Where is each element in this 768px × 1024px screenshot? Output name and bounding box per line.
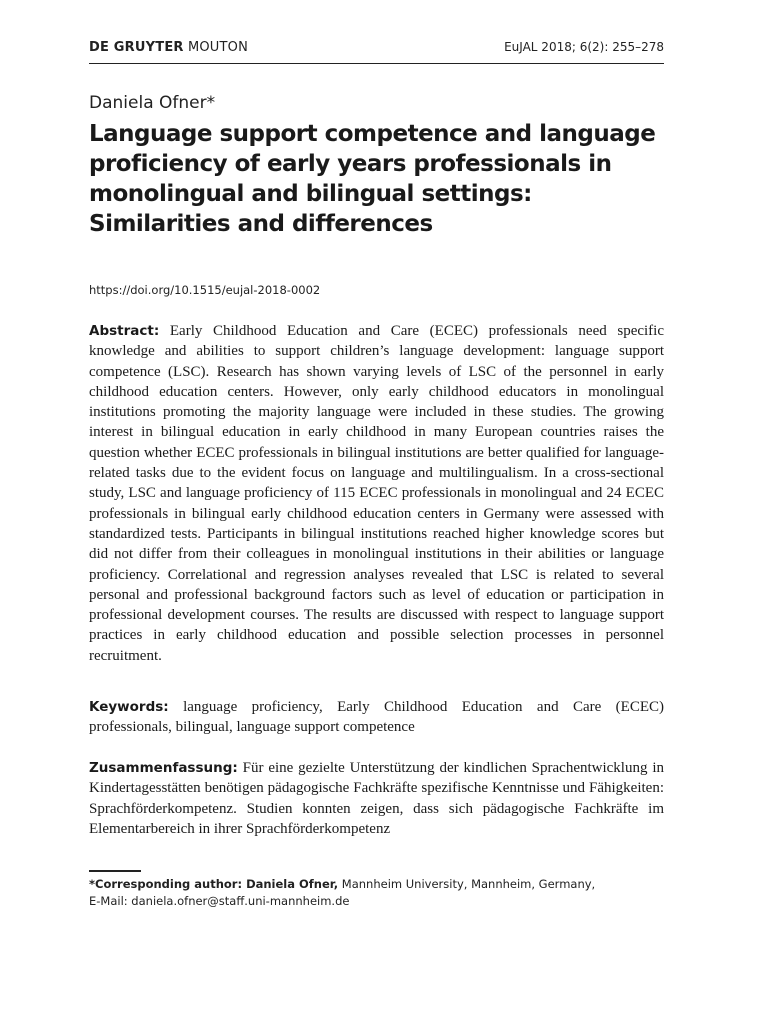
corresponding-author-footnote <box>89 876 679 910</box>
author-affiliation: Mannheim University, Mannheim, Germany, <box>341 877 596 891</box>
doi-link[interactable]: https://doi.org/10.1515/eujal-2018-0002 <box>89 283 321 297</box>
abstract-text: Early Childhood Education and Care (ECEC) professionals need specific knowledge and abilities to support children’s language development: language support competence (LSC). Research has shown varying levels of LSC of the personnel in early childhood education centers. However, only early childhood educators in monolingual institutions promoting the majority language were included in these studies. The growing interest in bilingual education in early childhood in many European countries raises the question whether ECEC professionals in bilingual institutions are better qualified for language-related tasks due to the evident focus on language and multilingualism. In a cross-sectional study, LSC and language proficiency of 115 ECEC professionals in monolingual and 24 ECEC professionals in bilingual early childhood education centers in Germany were assessed with standardized tests. Participants in bilingual institutions reached higher knowledge scores but did not differ from their colleagues in monolingual institutions in their abilities or language proficiency. Correlational and regression analyses revealed that LSC is related to several personal and professional background factors such as level of education or participation in professional development courses. The results are discussed with respect to language support practices in early childhood education and possible selection processes in personnel recruitment. <box>89 323 665 664</box>
author-email[interactable]: E-Mail: daniela.ofner@staff.uni-mannheim.de <box>89 894 350 908</box>
title-line: Similarities and differences <box>89 211 433 237</box>
keywords <box>89 697 664 738</box>
header-rule <box>89 63 664 64</box>
abstract-label: Abstract: <box>89 323 160 339</box>
title-line: monolingual and bilingual settings: <box>89 181 532 207</box>
journal-reference: EuJAL 2018; 6(2): 255–278 <box>504 40 664 54</box>
title-line: proficiency of early years professionals in <box>89 151 612 177</box>
zusammenfassung-text: Für eine gezielte Unterstützung der kindlichen Sprachentwicklung in Kindertagesstätten benötigen pädagogische Fachkräfte spezifische Kenntnisse und Fähigkeiten: Sprachförderkompetenz. Studien konnten zeigen, dass sich pädagogische Fachkräfte im Elementarbereich in ihrer Sprachförderkompetenz <box>89 760 664 837</box>
publisher-logo: DE GRUYTER MOUTON <box>89 40 249 55</box>
keywords-text: language proficiency, Early Childhood Education and Care (ECEC) professionals, bilingual, language support competence <box>89 699 665 736</box>
zusammenfassung <box>89 758 664 839</box>
abstract <box>89 321 664 666</box>
author-name: Daniela Ofner* <box>89 93 216 113</box>
corresponding-author-label: *Corresponding author: Daniela Ofner, <box>89 877 339 891</box>
running-header <box>89 40 664 62</box>
keywords-label: Keywords: <box>89 699 169 715</box>
zusammenfassung-label: Zusammenfassung: <box>89 760 238 776</box>
article-title <box>89 119 679 239</box>
title-line: Language support competence and language <box>89 121 656 147</box>
footnote-rule <box>89 870 141 872</box>
